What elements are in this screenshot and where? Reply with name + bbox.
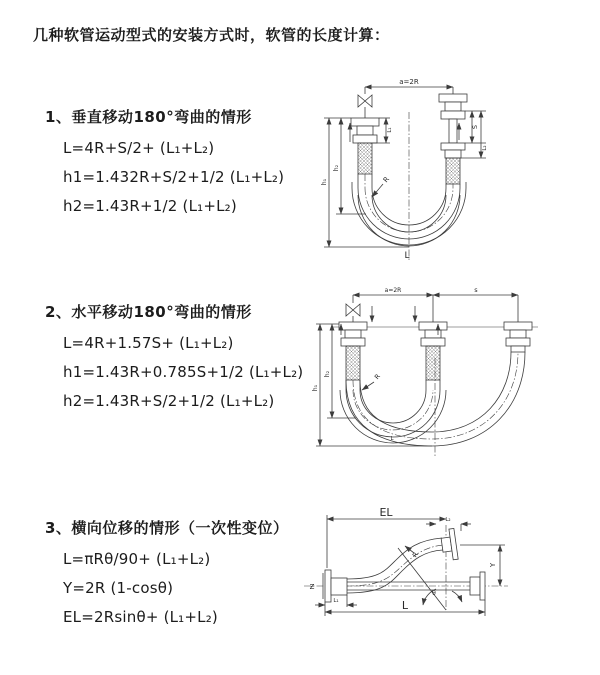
section-3-heading: 3、横向位移的情形（一次性变位） — [45, 519, 289, 537]
section-3-formulas — [63, 545, 320, 632]
middle-pipe-fitting — [419, 322, 447, 380]
dim-label-a2r: a=2R — [399, 78, 419, 86]
valve-icon — [358, 95, 372, 118]
dim-el — [327, 515, 446, 568]
radius-leader — [372, 184, 383, 197]
dim-label-h1: h₁ — [321, 178, 328, 186]
left-pipe-fitting — [339, 322, 367, 380]
dim-a2r-s — [353, 295, 518, 322]
diagram-vertical-180-bend — [308, 70, 593, 268]
dim-label-s: s — [474, 286, 478, 294]
diagram1-labels — [321, 78, 488, 261]
dim-label-h2: h₂ — [333, 164, 340, 172]
diagram2-labels — [312, 286, 478, 442]
diagram-horizontal-180-bend — [306, 278, 598, 470]
pipe-break-mark: Ƶ — [309, 583, 315, 591]
formula: L=4R+1.57S+ (L₁+L₂) — [63, 334, 234, 352]
page-title: 几种软管运动型式的安装方式时，软管的长度计算： — [33, 26, 390, 44]
section-horizontal-movement — [45, 301, 320, 416]
section-2-heading: 2、水平移动180°弯曲的情形 — [45, 303, 252, 321]
diagram-lateral-displacement — [296, 493, 600, 665]
right-pipe-fitting — [504, 322, 532, 352]
dim-label-h1: h₁ — [312, 384, 319, 392]
right-flange-original — [470, 572, 485, 600]
length-label: L — [404, 251, 410, 261]
centerlines — [365, 112, 453, 262]
section-2-formulas — [63, 329, 320, 416]
left-pipe-fitting — [351, 118, 379, 174]
section-vertical-movement — [45, 106, 320, 221]
dim-label-a2r: a=2R — [384, 287, 402, 294]
dim-label-l2: L₂ — [445, 517, 451, 523]
dim-label-l1: L₁ — [333, 598, 339, 604]
formula: L=πRθ/90+ (L₁+L₂) — [63, 550, 211, 568]
valve-icon — [346, 304, 360, 322]
dim-l2 — [426, 524, 471, 531]
dim-label-l1: L₁ — [387, 127, 393, 133]
upper-flange-displaced — [440, 528, 458, 561]
length-label: L — [390, 436, 394, 442]
dim-label-h2: h₂ — [324, 370, 331, 378]
dim-label-y: Y — [489, 562, 497, 568]
formula: h2=1.43R+1/2 (L₁+L₂) — [63, 197, 237, 215]
dim-a2r — [365, 87, 453, 94]
diagram3-labels — [310, 506, 497, 612]
dim-label-el: EL — [379, 506, 393, 519]
radius-label: R — [372, 372, 382, 382]
formula: EL=2Rsinθ+ (L₁+L₂) — [63, 608, 218, 626]
section-1-formulas — [63, 134, 320, 221]
formula: L=4R+S/2+ (L₁+L₂) — [63, 139, 215, 157]
radius-label: R — [381, 175, 392, 185]
formula: h2=1.43R+S/2+1/2 (L₁+L₂) — [63, 392, 275, 410]
right-pipe-fitting — [439, 94, 467, 184]
dim-label-l2: L₂ — [482, 145, 488, 151]
length-label: L — [401, 599, 409, 612]
formula: h1=1.432R+S/2+1/2 (L₁+L₂) — [63, 168, 285, 186]
dim-label-s: S — [471, 124, 479, 130]
radius-leader — [362, 382, 374, 390]
radius-label: R — [410, 550, 420, 560]
angle-label: θ — [432, 590, 436, 597]
hose-s-curve — [347, 538, 443, 593]
hose-u-original — [340, 380, 446, 443]
section-lateral-displacement — [45, 517, 320, 632]
section-1-heading: 1、垂直移动180°弯曲的情形 — [45, 108, 252, 126]
dim-h1-h2 — [316, 324, 432, 446]
formula: h1=1.43R+0.785S+1/2 (L₁+L₂) — [63, 363, 304, 381]
formula: Y=2R (1-cosθ) — [63, 579, 174, 597]
